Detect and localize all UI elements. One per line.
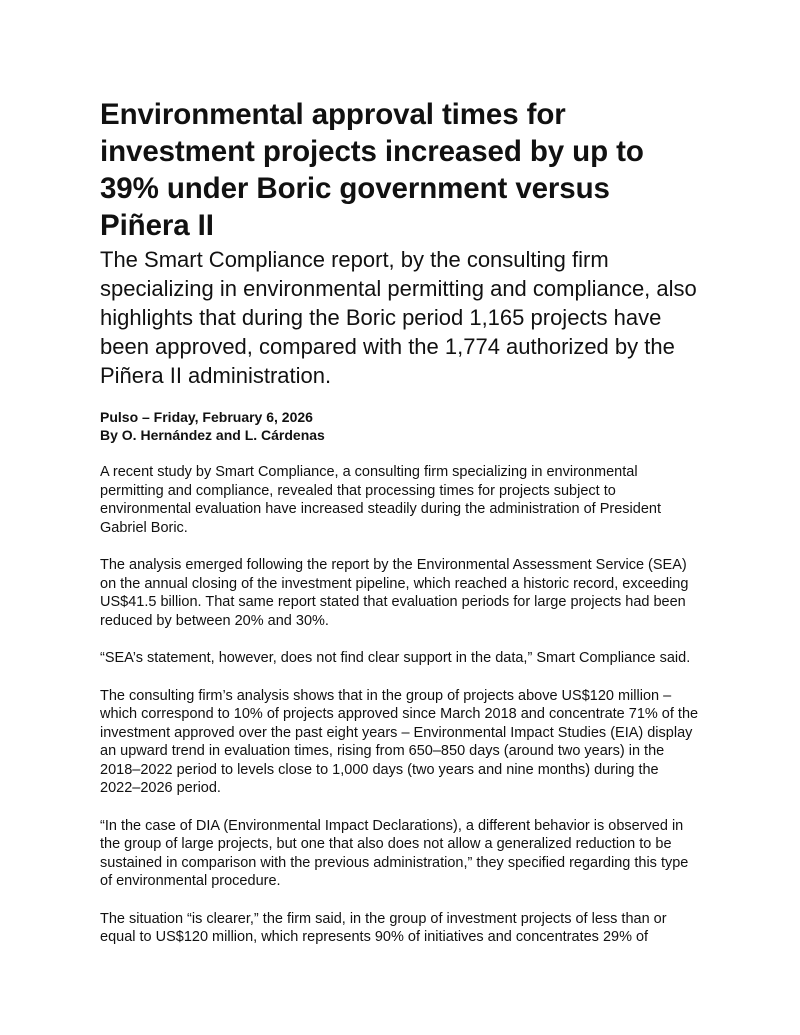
paragraph: “SEA’s statement, however, does not find clear support in the data,” Smart Compliance said. [100,650,691,666]
paragraph: The consulting firm’s analysis shows that in the group of projects above US$120 million – which correspond to 10% of projects approved since March 2018 and concentrate 71% of the investment approved over the past eight years – Environmental Impact Studies (EIA) display an upward trend in evaluation times, rising from 650–850 days (around two years) in the 2018–2022 period to levels close to 1,000 days (two years and nine months) during the 2022–2026 period. [100,687,699,796]
subheadline: The Smart Compliance report, by the consulting firm specializing in environmental permitting and compliance, also highlights that during the Boric period 1,165 projects have been approved, compared with the 1,774 authorized by the Piñera II administration. [100,247,697,388]
dateline: Pulso – Friday, February 6, 2026 [100,409,313,425]
byline [100,408,700,444]
article [100,96,700,966]
paragraph: A recent study by Smart Compliance, a consulting firm specializing in environmental permitting and compliance, revealed that processing times for projects subject to environmental evaluation have increased steadily during the administration of President Gabriel Boric. [100,464,661,536]
article-body [100,463,700,947]
paragraph: The analysis emerged following the report by the Environmental Assessment Service (SEA) on the annual closing of the investment pipeline, which reached a historic record, exceeding US$41.5 billion. That same report stated that evaluation periods for large projects had been reduced by between 20% and 30%. [100,557,689,629]
authors: By O. Hernández and L. Cárdenas [100,427,325,443]
paragraph: The situation “is clearer,” the firm said, in the group of investment projects of less than or equal to US$120 million, which represents 90% of initiatives and concentrates 29% of [100,910,667,945]
headline: Environmental approval times for investment projects increased by up to 39% under Boric government versus Piñera II [100,98,644,242]
paragraph: “In the case of DIA (Environmental Impact Declarations), a different behavior is observed in the group of large projects, but one that also does not allow a generalized reduction to be sustained in comparison with the previous administration,” they specified regarding this type of environmental procedure. [100,817,689,889]
